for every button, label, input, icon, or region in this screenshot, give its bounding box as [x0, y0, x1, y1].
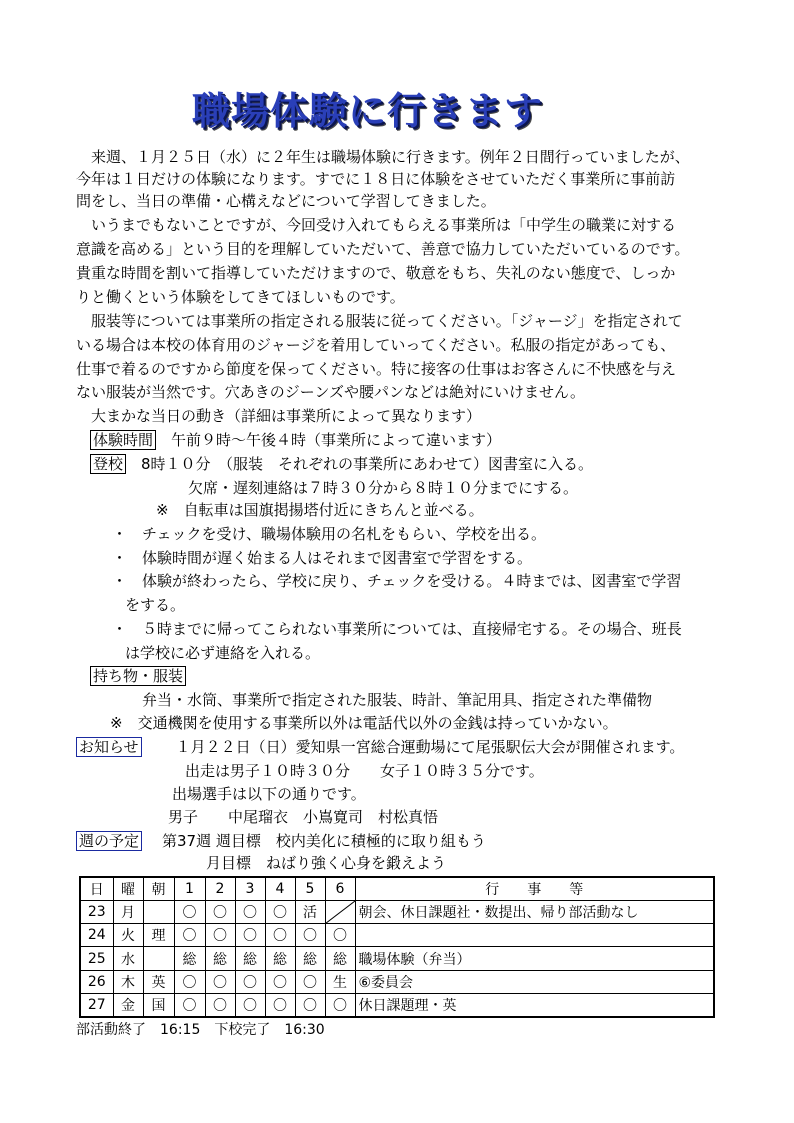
hours-row — [90, 430, 501, 450]
table-row — [80, 924, 714, 947]
week-line-1: 第37週 週目標 校内美化に積極的に取り組もう — [162, 832, 486, 850]
para2-line-4: りと働くという体験をしてきてほしいものです。 — [76, 288, 405, 306]
bullet-2: ・ 体験時間が遅く始まる人はそれまで図書室で学習をする。 — [112, 549, 533, 567]
cell-morning: 英 — [143, 970, 174, 993]
belongings-items: 弁当・水筒、事業所で指定された服装、時計、筆記用具、指定された準備物 — [142, 691, 653, 709]
page-title: 職場体験に行きます — [192, 89, 544, 133]
cell-period: 総 — [174, 947, 205, 970]
footer-note: 部活動終了 16:15 下校完了 16:30 — [76, 1022, 325, 1038]
bullet-3-cont: をする。 — [125, 596, 186, 614]
cell-period: 〇 — [174, 901, 205, 924]
cell-morning: 国 — [143, 993, 174, 1017]
cell-period: 〇 — [265, 970, 295, 993]
cell-weekday: 火 — [113, 924, 143, 947]
absence-note: 欠席・遅刻連絡は７時３０分から８時１０分までにする。 — [188, 479, 579, 497]
arrival-text: 8時１０分 （服装 それぞれの事業所にあわせて）図書室に入る。 — [126, 455, 594, 473]
arrival-label: 登校 — [90, 454, 126, 474]
cell-period: 〇 — [235, 924, 265, 947]
cell-events: ⑥委員会 — [355, 970, 714, 993]
table-row — [80, 901, 714, 924]
cell-period: 〇 — [295, 924, 325, 947]
cell-events — [355, 924, 714, 947]
cell-morning — [143, 901, 174, 924]
cell-day: 25 — [80, 947, 113, 970]
cell-day: 24 — [80, 924, 113, 947]
cell-events: 職場体験（弁当） — [355, 947, 714, 970]
cell-period: 〇 — [295, 970, 325, 993]
header-day: 日 — [80, 877, 113, 901]
week-line-2: 月目標 ねばり強く心身を鍛えよう — [206, 854, 447, 872]
belongings-note: ※ 交通機関を使用する事業所以外は電話代以外の金銭は持っていかない。 — [110, 714, 618, 732]
cell-weekday: 木 — [113, 970, 143, 993]
cell-period: 〇 — [265, 901, 295, 924]
header-weekday: 曜 — [113, 877, 143, 901]
bullet-3: ・ 体験が終わったら、学校に戻り、チェックを受ける。４時までは、図書室で学習 — [112, 572, 682, 590]
notice-row — [76, 737, 684, 757]
para1-line-3: 問をし、当日の準備・心構えなどについて学習してきました。 — [76, 192, 496, 210]
hours-text: 午前９時〜午後４時（事業所によって違います） — [156, 431, 502, 449]
cell-period: 〇 — [205, 970, 235, 993]
cell-morning — [143, 947, 174, 970]
schedule-table — [79, 876, 715, 1018]
cell-events: 朝会、休日課題社・数提出、帰り部活動なし — [355, 901, 714, 924]
para3-line-3: 仕事で着るのですから節度を保ってください。特に接客の仕事はお客さんに不快感を与え — [76, 360, 677, 378]
cell-period: 生 — [325, 970, 355, 993]
para2-line-3: 貴重な時間を割いて指導していただけますので、敬意をもち、失礼のない態度で、しっか — [76, 264, 676, 282]
bullet-4-cont: は学校に必ず連絡を入れる。 — [125, 644, 321, 662]
cell-period: 〇 — [325, 993, 355, 1017]
para3-line-2: いる場合は本校の体育用のジャージを着用していってください。私服の指定があっても、 — [76, 336, 676, 354]
bullet-1: ・ チェックを受け、職場体験用の名札をもらい、学校を出る。 — [112, 525, 546, 543]
cell-period: 〇 — [235, 901, 265, 924]
week-label: 週の予定 — [76, 831, 142, 851]
cell-period: 総 — [235, 947, 265, 970]
cell-period: 総 — [205, 947, 235, 970]
header-period-4: 4 — [265, 877, 295, 901]
header-period-2: 2 — [205, 877, 235, 901]
belongings-label-row — [90, 666, 186, 686]
cell-period: 〇 — [325, 924, 355, 947]
header-period-6: 6 — [325, 877, 355, 901]
cell-day: 26 — [80, 970, 113, 993]
cell-period: 〇 — [205, 993, 235, 1017]
header-period-3: 3 — [235, 877, 265, 901]
cell-period: 〇 — [174, 993, 205, 1017]
para2-line-2: 意識を高める」という目的を理解していただいて、善意で協力していただいているのです。 — [76, 240, 690, 258]
notice-line-3: 出場選手は以下の通りです。 — [172, 785, 366, 803]
para3-line-1: 服装等については事業所の指定される服装に従ってください。「ジャージ」を指定されて — [76, 312, 683, 330]
notice-line-2: 出走は男子１０時３０分 女子１０時３５分です。 — [185, 762, 544, 780]
notice-line-4: 男子 中尾瑠衣 小嶌寛司 村松真悟 — [168, 808, 439, 826]
para1-line-2: 今年は１日だけの体験になります。すでに１８日に体験をさせていただく事業所に事前訪 — [76, 170, 676, 188]
para2-line-1: いうまでもないことですが、今回受け入れてもらえる事業所は「中学生の職業に対する — [76, 216, 677, 234]
cell-period: 活 — [295, 901, 325, 924]
cell-weekday: 水 — [113, 947, 143, 970]
cell-period: 総 — [325, 947, 355, 970]
cell-period-crossed — [325, 901, 355, 924]
cell-period: 総 — [265, 947, 295, 970]
cell-period: 〇 — [265, 993, 295, 1017]
header-morning: 朝 — [143, 877, 174, 901]
para3-line-4: ない服装が当然です。穴あきのジーンズや腰パンなどは絶対にいけません。 — [76, 383, 585, 401]
notice-label: お知らせ — [76, 737, 142, 757]
diagonal-line — [326, 901, 355, 923]
header-period-5: 5 — [295, 877, 325, 901]
header-events: 行 事 等 — [355, 877, 714, 901]
bike-note: ※ 自転車は国旗掲揚塔付近にきちんと並べる。 — [156, 501, 484, 519]
belongings-label: 持ち物・服装 — [90, 666, 186, 686]
cell-period: 〇 — [265, 924, 295, 947]
cell-events: 休日課題理・英 — [355, 993, 714, 1017]
table-header-row — [80, 877, 714, 901]
cell-period: 〇 — [174, 924, 205, 947]
cell-period: 〇 — [235, 970, 265, 993]
header-period-1: 1 — [174, 877, 205, 901]
bullet-4: ・ ５時までに帰ってこられない事業所については、直接帰宅する。その場合、班長 — [112, 620, 682, 638]
hours-label: 体験時間 — [90, 430, 156, 450]
week-row — [76, 831, 486, 851]
cell-weekday: 月 — [113, 901, 143, 924]
cell-weekday: 金 — [113, 993, 143, 1017]
cell-morning: 理 — [143, 924, 174, 947]
cell-period: 〇 — [205, 901, 235, 924]
cell-day: 27 — [80, 993, 113, 1017]
table-row — [80, 947, 714, 970]
cell-period: 〇 — [205, 924, 235, 947]
para1-line-1: 来週、１月２５日（水）に２年生は職場体験に行きます。例年２日間行っていましたが、 — [76, 148, 690, 166]
arrival-row — [90, 454, 593, 474]
cell-period: 〇 — [235, 993, 265, 1017]
table-row — [80, 970, 714, 993]
table-row — [80, 993, 714, 1017]
schedule-intro: 大まかな当日の動き（詳細は事業所によって異なります） — [76, 407, 482, 425]
cell-period: 〇 — [174, 970, 205, 993]
cell-period: 総 — [295, 947, 325, 970]
cell-period: 〇 — [295, 993, 325, 1017]
cell-day: 23 — [80, 901, 113, 924]
notice-line-1: １月２２日（日）愛知県一宮総合運動場にて尾張駅伝大会が開催されます。 — [175, 738, 685, 756]
